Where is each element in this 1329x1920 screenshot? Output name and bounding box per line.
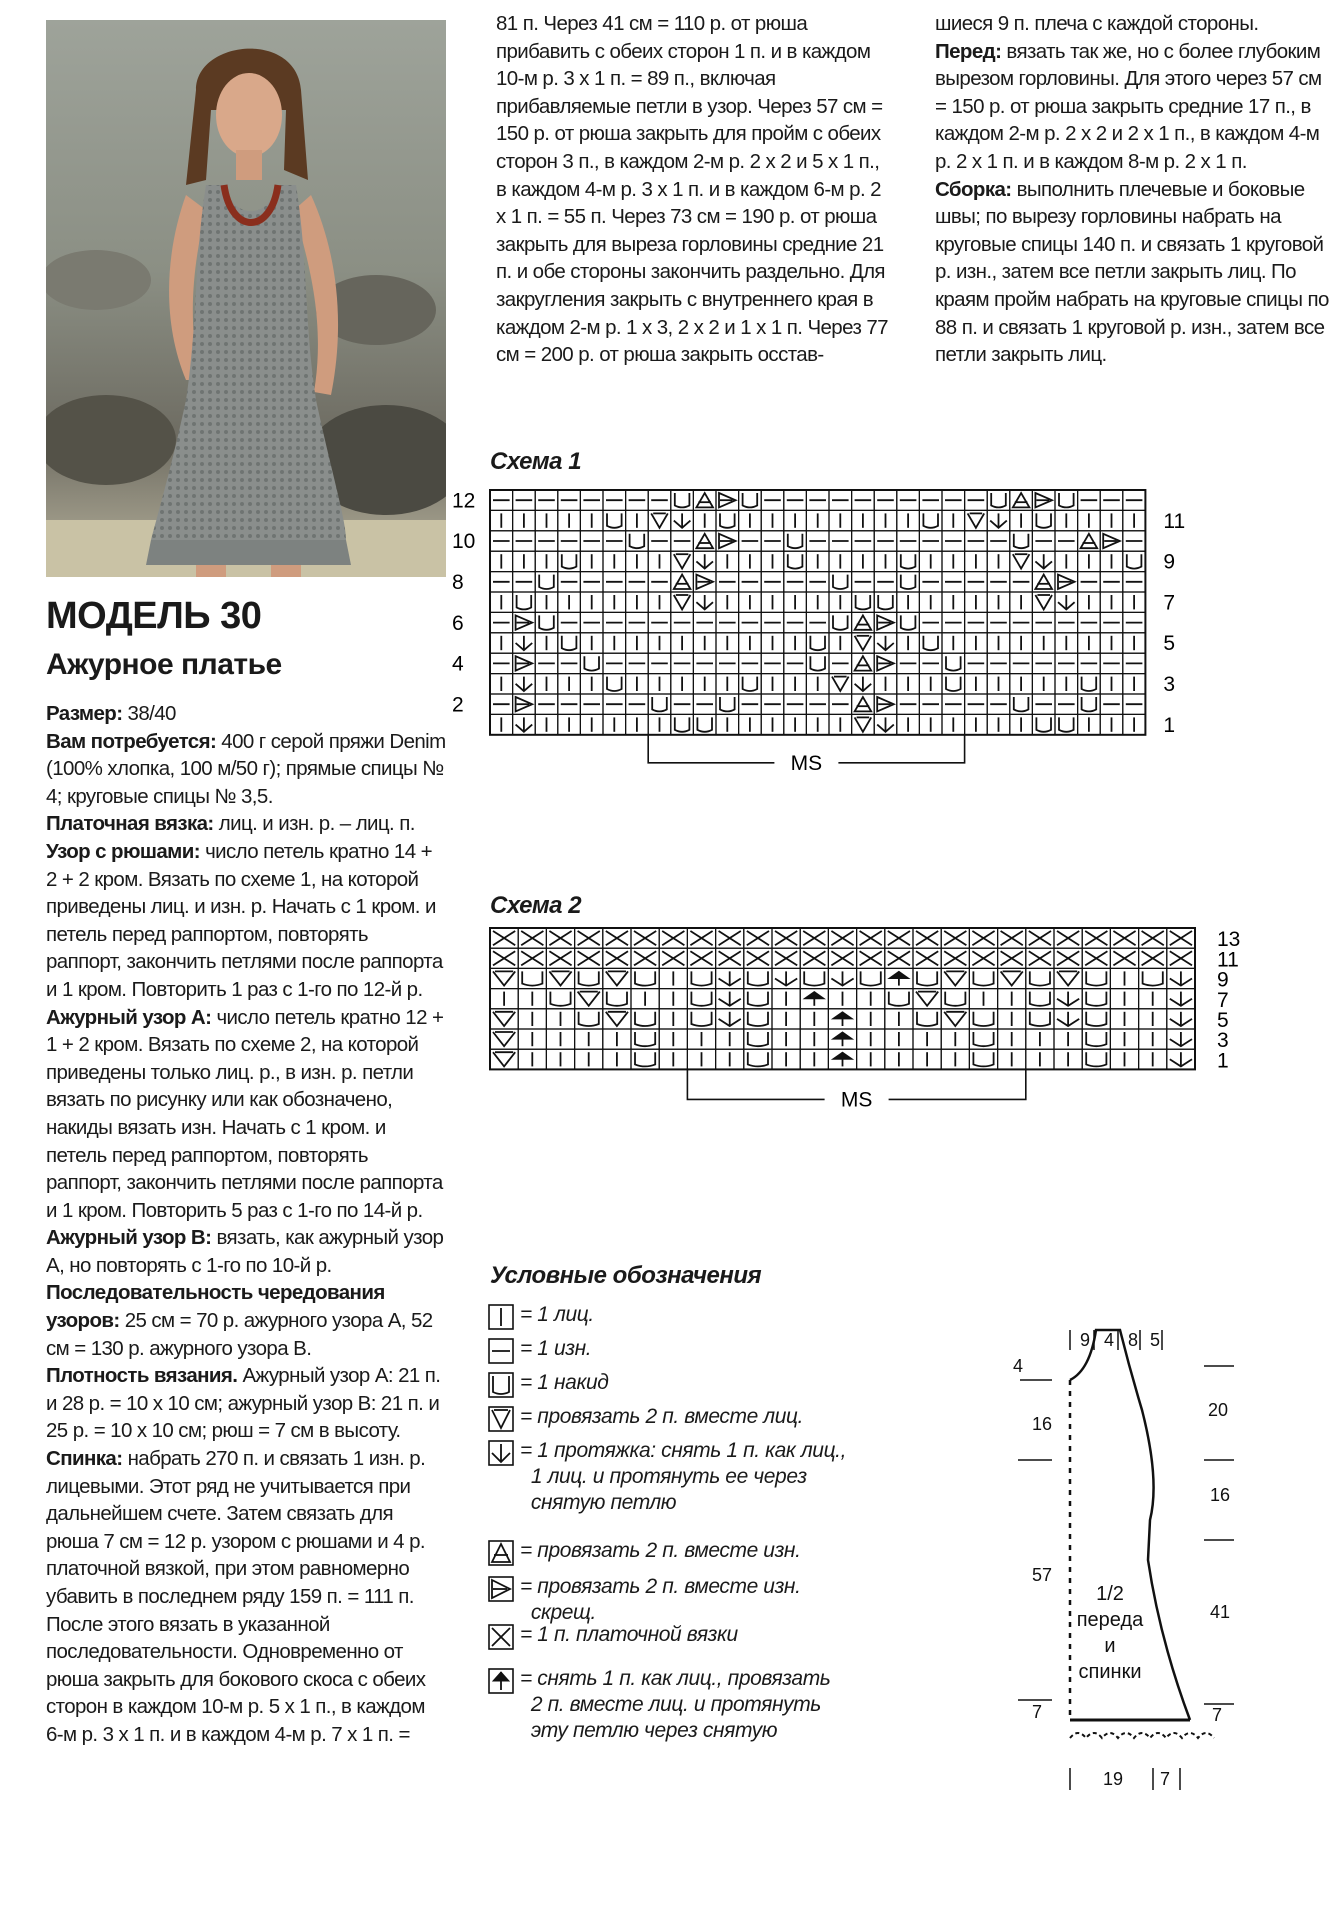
- legend-text: = провязать 2 п. вместе изн. скрещ.: [520, 1575, 801, 1624]
- model-title: МОДЕЛЬ 30: [46, 595, 262, 637]
- dimension-label: 7: [1212, 1705, 1223, 1725]
- dimension-label: 16: [1032, 1414, 1053, 1434]
- legend-text: = провязать 2 п. вместе лиц.: [520, 1405, 804, 1428]
- paragraph: [46, 1362, 446, 1445]
- dress-photo-illustration: [46, 20, 446, 577]
- instructions-left-column: [46, 700, 446, 1749]
- schematic-label: 1/2: [1096, 1583, 1124, 1605]
- purl-stitch-icon: [488, 1338, 514, 1364]
- paragraph-heading: Сборка:: [935, 177, 1012, 201]
- paragraph: [46, 1445, 446, 1749]
- scheme2-title: Схема 2: [490, 892, 582, 919]
- model-name: Ажурное платье: [46, 648, 282, 681]
- legend-text: = 1 лиц.: [520, 1303, 594, 1326]
- legend: [488, 1302, 968, 1742]
- row-number: 3: [1163, 673, 1176, 696]
- dimension-label: 4: [1013, 1356, 1024, 1376]
- p2tog-icon: [488, 1540, 514, 1566]
- row-number: 7: [1217, 988, 1229, 1012]
- dimension-label: 5: [1150, 1330, 1161, 1350]
- paragraph: шиеся 9 п. плеча с каждой стороны.: [935, 12, 1259, 35]
- paragraph-text: 38/40: [122, 702, 176, 725]
- skp-icon: [488, 1440, 514, 1466]
- dimension-label: 8: [1128, 1330, 1139, 1350]
- paragraph: [46, 728, 446, 811]
- dimension-label: 19: [1103, 1769, 1124, 1789]
- paragraph-text: выполнить плечевые и боковые швы; по вырезу горловины набрать на круговые спицы 140 п. и связать 1 круговой р. изн., затем все петли закрыть лиц. По краям пройм набрать на круговые спицы по 88 п. и связать 1 круговой р. изн., затем все петли закрыть лиц.: [935, 177, 1329, 367]
- paragraph-heading: Вам потребуется:: [46, 729, 217, 753]
- garter-stitch-icon: [488, 1624, 514, 1650]
- paragraph-text: Ажурный узор А: 21 п. и 28 р. = 10 х 10 см; ажурный узор В: 21 п. и 25 р. = 10 х 10 см; рюш = 7 см в высоту.: [46, 1364, 441, 1443]
- paragraph: [46, 810, 446, 838]
- dimension-label: 57: [1032, 1565, 1053, 1585]
- paragraph: 81 п. Через 41 см = 110 р. от рюша прибавить с обеих сторон 1 п. и в каждом 10-м р. 3 х 1 п. = 89 п., включая прибавляемые петли в узор. Через 57 см = 150 р. от рюша закрыть для пройм с обеих сторон 3 п., в каждом 2-м р. 2 х 2 и 5 х 1 п., в каждом 4-м р. 3 х 1 п. и в каждом 6-м р. 2 х 1 п. = 55 п. Через 73 см = 190 р. от рюша закрыть для выреза горловины средние 21 п. и обе стороны закончить раздельно. Для закругления закрыть с внутреннего края в каждом 2-м р. 1 х 3, 2 х 2 и 1 х 1 п. Через 77 см = 200 р. от рюша закрыть осстав-: [496, 12, 888, 367]
- schematic-label: спинки: [1078, 1661, 1142, 1683]
- garment-schematic: [990, 1300, 1329, 1820]
- row-number: 11: [1217, 948, 1239, 972]
- dimension-label: 20: [1208, 1400, 1229, 1420]
- paragraph-heading: Спинка:: [46, 1447, 123, 1471]
- row-number: 7: [1163, 591, 1176, 615]
- scheme2-chart: [440, 920, 1329, 1180]
- instructions-middle-column: [496, 10, 891, 369]
- row-number: 11: [1163, 509, 1186, 533]
- legend-text: = 1 протяжка: снять 1 п. как лиц., 1 лиц. и протянуть ее через снятую петлю: [520, 1439, 847, 1514]
- paragraph-heading: Размер:: [46, 702, 123, 725]
- legend-title: Условные обозначения: [490, 1262, 762, 1289]
- paragraph: [46, 700, 446, 728]
- dimension-label: 9: [1080, 1330, 1091, 1350]
- row-number: 5: [1163, 632, 1176, 656]
- legend-text: = 1 накид: [520, 1371, 609, 1394]
- row-number: 9: [1163, 550, 1176, 574]
- double-decrease-icon: [488, 1668, 514, 1694]
- paragraph-heading: Платочная вязка:: [46, 812, 214, 836]
- dimension-label: 7: [1032, 1702, 1043, 1722]
- scheme1-title: Схема 1: [490, 448, 582, 475]
- paragraph-text: набрать 270 п. и связать 1 изн. р. лицевыми. Этот ряд не учитывается при дальнейшем счете. Затем связать для рюша 7 см = 12 р. узором с рюшами и 4 р. платочной вязкой, при этом равномерно убавить в последнем ряду 159 п. = 111 п. После этого вязать в указанной последовательности. Одновременно от рюша закрыть для бокового скоса с обеих сторон в каждом 10-м р. 5 х 1 п., в каждом 6-м р. 3 х 1 п. и в каждом 4-м р. 7 х 1 п. =: [46, 1447, 426, 1746]
- paragraph: [46, 1004, 446, 1225]
- row-number: 1: [1217, 1049, 1229, 1073]
- paragraph-heading: Последовательность чередования узоров:: [46, 1281, 385, 1333]
- paragraph-text: 25 см = 70 р. ажурного узора А, 52 см = 130 р. ажурного узора В.: [46, 1309, 433, 1360]
- dimension-label: 7: [1160, 1769, 1171, 1789]
- dimension-label: 4: [1104, 1330, 1115, 1350]
- paragraph-heading: Ажурный узор В:: [46, 1226, 212, 1250]
- paragraph: [46, 838, 446, 1004]
- k2tog-icon: [488, 1406, 514, 1432]
- paragraph-heading: Узор с рюшами:: [46, 839, 200, 863]
- paragraph-heading: Ажурный узор А:: [46, 1005, 212, 1029]
- instructions-right-column: [935, 10, 1329, 369]
- row-number: 13: [1217, 928, 1241, 952]
- dimension-label: 41: [1210, 1602, 1231, 1622]
- paragraph-text: 400 г серой пряжи Denim (100% хлопка, 100 м/50 г); прямые спицы № 4; круговые спицы № 3,5.: [46, 729, 446, 808]
- paragraph-heading: Перед:: [935, 39, 1002, 63]
- paragraph: [935, 176, 1329, 369]
- schematic-label: и: [1104, 1635, 1116, 1657]
- paragraph-text: вязать так же, но с более глубоким вырезом горловины. Для этого через 57 см = 150 р. от рюша закрыть средние 17 п., в каждом 2-м р. 2 х 2 и 2 х 1 п., в каждом 4-м р. 2 х 1 п. и в каждом 8-м р. 2 х 1 п.: [935, 39, 1322, 173]
- legend-text: = 1 изн.: [520, 1337, 592, 1360]
- row-number: 3: [1217, 1029, 1229, 1053]
- paragraph-text: лиц. и изн. р. – лиц. п.: [213, 812, 415, 836]
- p2tog-tbl-icon: [488, 1576, 514, 1602]
- legend-text: = 1 п. платочной вязки: [520, 1623, 738, 1646]
- row-number: 9: [1217, 968, 1229, 992]
- repeat-label: MS: [840, 1088, 873, 1112]
- row-number: 5: [1217, 1009, 1229, 1032]
- row-number: 1: [1163, 713, 1176, 737]
- scheme1-chart: [440, 480, 1329, 860]
- row-number: 12: [452, 489, 476, 513]
- repeat-label: MS: [790, 751, 823, 775]
- row-number: 4: [452, 652, 464, 676]
- legend-text: = провязать 2 п. вместе изн.: [520, 1539, 801, 1562]
- dimension-label: 16: [1210, 1485, 1231, 1505]
- legend-text: = снять 1 п. как лиц., провязать 2 п. вместе лиц. и протянуть эту петлю через снятую: [520, 1667, 831, 1742]
- schematic-label: переда: [1076, 1609, 1144, 1631]
- paragraph: [46, 1224, 446, 1279]
- paragraph-heading: Плотность вязания.: [46, 1364, 238, 1388]
- row-number: 2: [452, 693, 464, 717]
- row-number: 8: [452, 571, 464, 594]
- paragraph-text: число петель кратно 14 + 2 + 2 кром. Вязать по схеме 1, на которой приведены лиц. и изн. р. Начать с 1 кром. и петель перед раппортом, повторять раппорт, закончить петлями после раппорта и 1 кром. Повторить 1 раз с 1-го по 12-й р.: [46, 839, 443, 1001]
- paragraph-text: число петель кратно 12 + 1 + 2 кром. Вязать по схеме 2, на которой приведены только лиц. р., в изн. р. петли вязать по рисунку или как обозначено, накиды вязать изн. Начать с 1 кром. и петель перед раппортом, повторять раппорт, закончить петлями после раппорта и 1 кром. Повторить 5 раз с 1-го по 14-й р.: [46, 1005, 444, 1222]
- paragraph: [935, 38, 1329, 176]
- row-number: 10: [452, 530, 476, 554]
- model-photo: [46, 20, 446, 577]
- yarn-over-icon: [488, 1372, 514, 1398]
- knit-stitch-icon: [488, 1304, 514, 1330]
- paragraph-text: вязать, как ажурный узор А, но повторять с 1-го по 10-й р.: [46, 1226, 444, 1277]
- row-number: 6: [452, 611, 464, 635]
- paragraph: [46, 1279, 446, 1362]
